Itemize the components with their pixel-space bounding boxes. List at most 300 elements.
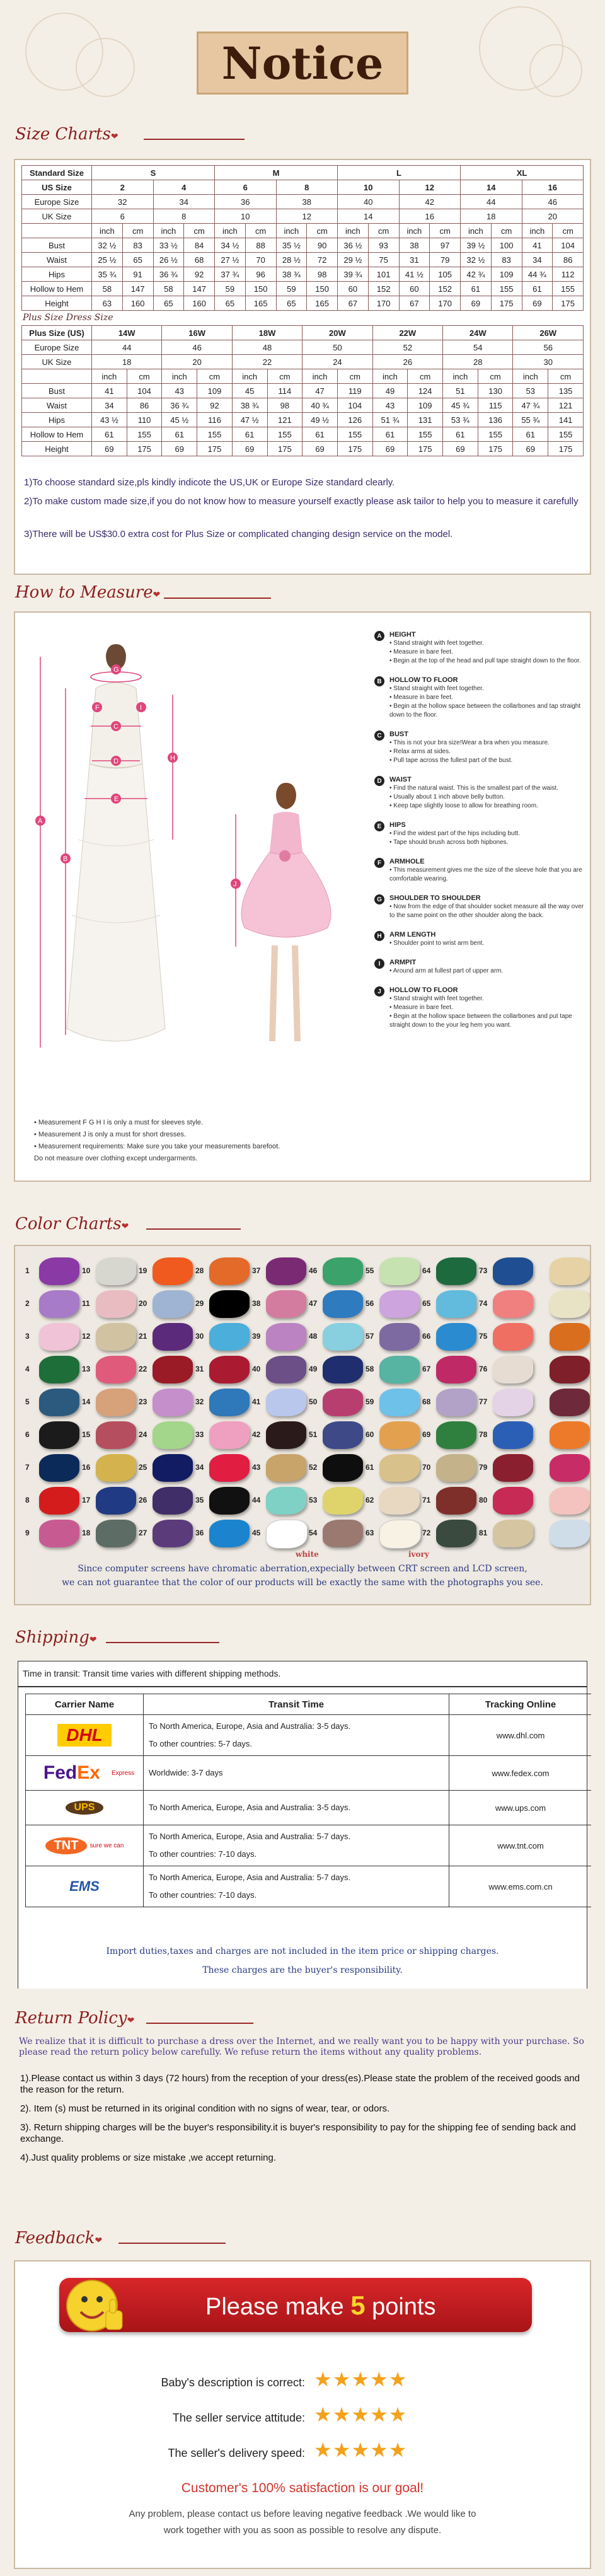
table-cell: 33 ½ [153, 238, 184, 253]
table-cell: 43 ½ [92, 413, 127, 427]
color-number: 18 [82, 1528, 91, 1537]
color-number: 68 [422, 1397, 431, 1406]
color-number: 63 [366, 1528, 374, 1537]
color-number: 8 [25, 1496, 30, 1505]
measure-item [374, 630, 589, 666]
shipping-row [26, 1715, 592, 1756]
table-cell: 115 [478, 398, 513, 413]
color-number: 11 [82, 1299, 90, 1308]
color-number: 60 [366, 1430, 374, 1439]
table-cell: 170 [368, 296, 399, 311]
color-number: 50 [309, 1397, 318, 1406]
measure-heading: BUST [389, 731, 408, 738]
color-number: 56 [366, 1299, 374, 1308]
table-cell: 51 [443, 384, 478, 398]
table-cell: 175 [548, 442, 584, 456]
measure-item [374, 730, 589, 765]
rating-stars-icon: ★★★★★ [314, 2403, 408, 2426]
tracking-link[interactable]: www.ems.com.cn [488, 1881, 553, 1892]
table-cell: 83 [491, 253, 522, 267]
table-cell: 135 [548, 384, 584, 398]
transit-time-cell [144, 1715, 449, 1756]
unit-cm: cm [368, 224, 399, 238]
measure-line: • Measure in bare feet. [389, 649, 453, 656]
measure-line: • Stand straight with feet together. [389, 640, 484, 647]
measure-letter-badge: A [374, 631, 384, 641]
color-number: 59 [366, 1397, 374, 1406]
table-cell: 42 [399, 195, 461, 209]
svg-text:A: A [38, 817, 43, 825]
color-swatch [266, 1389, 306, 1416]
tracking-link[interactable]: www.ups.com [495, 1803, 546, 1813]
table-cell: 14 [461, 180, 522, 195]
transit-time-line: To North America, Europe, Asia and Australia: 5-7 days. [149, 1873, 351, 1882]
color-number: 27 [139, 1528, 147, 1537]
color-swatch [96, 1356, 136, 1383]
color-swatch [209, 1257, 250, 1285]
color-number: 74 [479, 1299, 488, 1308]
table-cell: 31 [399, 253, 430, 267]
measure-letter-badge: E [374, 821, 384, 831]
size-group-header: XL [461, 166, 584, 180]
color-number: 30 [195, 1332, 204, 1341]
color-number: 16 [82, 1463, 91, 1472]
how-to-measure-section [0, 574, 605, 1204]
measure-text [389, 958, 503, 976]
svg-text:G: G [113, 666, 119, 674]
unit-inch: inch [302, 369, 338, 384]
heart-icon: ❤ [110, 132, 118, 142]
measure-line: • Tape should brush across both hipbones. [389, 839, 509, 846]
color-swatch [153, 1454, 193, 1482]
table-cell: 98 [307, 267, 338, 282]
table-cell: 97 [430, 238, 461, 253]
table-cell: 69 [232, 442, 267, 456]
table-cell: 109 [197, 384, 233, 398]
color-swatch [39, 1520, 79, 1547]
table-row [22, 413, 584, 427]
table-cell: 16 [399, 209, 461, 224]
unit-cm: cm [478, 369, 513, 384]
color-swatches [23, 1254, 582, 1559]
table-cell: 65 [153, 296, 184, 311]
color-swatch [493, 1356, 533, 1383]
color-swatch [379, 1421, 420, 1449]
transit-time-text: Time in transit: Transit time varies with different shipping methods. [23, 1668, 281, 1678]
measure-text [389, 894, 589, 920]
measure-note-1: • Measurement F G H I is only a must for sleeves style. [34, 1119, 203, 1126]
table-cell: 48 [232, 340, 302, 355]
table-cell: 37 ¾ [215, 267, 246, 282]
color-number: 29 [195, 1299, 204, 1308]
measure-item [374, 775, 589, 811]
table-cell: 147 [184, 282, 215, 296]
table-cell: 105 [430, 267, 461, 282]
carrier-logo-cell [26, 1715, 144, 1756]
color-swatch [550, 1290, 590, 1318]
row-label: Height [22, 442, 92, 456]
table-cell: 175 [553, 296, 584, 311]
color-swatch [493, 1290, 533, 1318]
color-number: 58 [366, 1365, 374, 1373]
color-swatch [96, 1323, 136, 1351]
table-cell: 47 [302, 384, 338, 398]
color-number: 17 [82, 1496, 91, 1505]
color-swatch [493, 1520, 533, 1547]
table-cell: 2 [92, 180, 154, 195]
table-cell: 90 [307, 238, 338, 253]
shipping-note-2: These charges are the buyer's responsibility. [202, 1965, 403, 1975]
color-number: 37 [252, 1266, 261, 1275]
table-cell: 46 [162, 340, 232, 355]
tnt-logo [31, 1831, 138, 1860]
color-swatch [266, 1257, 306, 1285]
measure-letter-badge: B [374, 676, 384, 686]
table-cell: 12 [276, 209, 338, 224]
table-cell: 52 [372, 340, 442, 355]
color-swatch [96, 1389, 136, 1416]
table-cell: 36 [215, 195, 277, 209]
size-group-header: 20W [302, 326, 372, 340]
row-label: Waist [22, 253, 92, 267]
satisfaction-goal: Customer's 100% satisfaction is our goal! [181, 2481, 424, 2495]
size-group-header: 24W [443, 326, 513, 340]
color-swatch [96, 1421, 136, 1449]
unit-cm: cm [548, 369, 584, 384]
unit-inch: inch [372, 369, 408, 384]
color-number: 6 [25, 1430, 30, 1439]
color-swatch [550, 1257, 590, 1285]
banner-text: Please make 5 points [205, 2290, 436, 2320]
svg-text:I: I [140, 704, 142, 712]
measure-text [389, 676, 589, 720]
return-item-3: 3). Return shipping charges will be the buyer's responsibility.it is buyer's responsibility to pay for the shipping fee of sending back and exchange. [20, 2122, 576, 2144]
color-number: 13 [82, 1365, 91, 1373]
color-number: 5 [25, 1397, 30, 1406]
unit-row [22, 369, 584, 384]
table-cell: 59 [276, 282, 307, 296]
color-number: 62 [366, 1496, 374, 1505]
shipping-table [25, 1694, 591, 1907]
color-swatch [323, 1454, 363, 1482]
ups-logo-mark: UPS [66, 1801, 104, 1815]
row-label: Europe Size [22, 195, 92, 209]
heart-icon: ❤ [121, 1222, 129, 1232]
size-note-2: 2)To make custom made size,if you do not know how to measure yourself exactly please ask tailor to help you to measure it carefully [24, 496, 579, 507]
color-number: 38 [252, 1299, 261, 1308]
size-chart-panel [14, 159, 591, 575]
color-swatch [96, 1520, 136, 1547]
color-swatch [39, 1389, 79, 1416]
row-label: Bust [22, 238, 92, 253]
color-swatch [323, 1487, 363, 1515]
color-swatch [323, 1290, 363, 1318]
color-number: 61 [366, 1463, 374, 1472]
return-item-2: 2). Item (s) must be returned in its original condition with no signs of wear, tear, or odors. [20, 2103, 390, 2114]
size-group-header: 14W [92, 326, 162, 340]
color-swatch [436, 1356, 476, 1383]
tracking-link-cell [449, 1715, 592, 1756]
measure-note-3: • Measurement requirements: Make sure you take your measurements barefoot. [34, 1143, 280, 1150]
color-swatch [266, 1520, 308, 1549]
table-header-row [22, 166, 584, 180]
table-row [22, 398, 584, 413]
rating-label: Baby's description is correct: [161, 2376, 305, 2389]
table-cell: 12 [399, 180, 461, 195]
color-swatch [323, 1389, 363, 1416]
table-cell: 69 [461, 296, 492, 311]
measure-line: • Find the widest part of the hips including butt. [389, 830, 520, 837]
color-swatch [153, 1421, 193, 1449]
unit-cm: cm [122, 224, 153, 238]
table-cell: 24 [302, 355, 372, 369]
unit-cm: cm [197, 369, 233, 384]
table-cell: 34 [153, 195, 215, 209]
color-swatch [493, 1389, 533, 1416]
color-swatch [379, 1323, 420, 1351]
measure-item [374, 821, 589, 847]
table-cell: 130 [478, 384, 513, 398]
measure-letter-badge: H [374, 931, 384, 941]
row-label: US Size [22, 180, 92, 195]
color-swatch [96, 1257, 136, 1285]
unit-inch: inch [215, 224, 246, 238]
table-cell: 20 [162, 355, 232, 369]
table-cell: 61 [372, 427, 408, 442]
color-note-2: we can not guarantee that the color of our products will be exactly the same with the photographs you see. [62, 1578, 543, 1588]
color-number: 65 [422, 1299, 431, 1308]
table-cell: 39 ½ [461, 238, 492, 253]
table-cell: 28 ½ [276, 253, 307, 267]
color-swatch [39, 1421, 79, 1449]
table-cell: 38 ¾ [232, 398, 267, 413]
tracking-link-cell [449, 1791, 592, 1825]
transit-time-cell [144, 1756, 449, 1791]
color-swatch [550, 1520, 590, 1547]
table-cell: 63 [92, 296, 123, 311]
measure-letter-badge: D [374, 776, 384, 786]
table-cell: 6 [92, 209, 154, 224]
size-group-header: 16W [162, 326, 232, 340]
color-number: 4 [25, 1365, 30, 1373]
color-swatch [323, 1356, 363, 1383]
table-cell: 101 [368, 267, 399, 282]
row-label: Hips [22, 413, 92, 427]
measure-text [389, 857, 589, 884]
color-swatch [209, 1356, 250, 1383]
table-cell: 61 [522, 282, 553, 296]
table-cell: 175 [337, 442, 372, 456]
table-cell: 86 [553, 253, 584, 267]
table-cell: 69 [302, 442, 338, 456]
shipping-column-header: Carrier Name [26, 1694, 144, 1715]
measure-line: • Measure in bare feet. [389, 1004, 453, 1011]
measure-line: • This measurement gives me the size of the sleeve hole that you are comfortable wearing. [389, 867, 582, 882]
table-row [22, 195, 584, 209]
color-number: 35 [195, 1496, 204, 1505]
table-cell: 35 ½ [276, 238, 307, 253]
return-policy-title: Return Policy❤ [15, 2009, 135, 2028]
table-cell: 58 [92, 282, 123, 296]
measure-line: • Around arm at fullest part of upper arm. [389, 967, 504, 974]
table-cell: 38 ¾ [276, 267, 307, 282]
tracking-link-cell [449, 1866, 592, 1907]
color-number: 12 [82, 1332, 91, 1341]
color-charts-section [0, 1207, 605, 1610]
dhl-logo-mark: DHL [57, 1724, 112, 1747]
ems-logo-mark: EMS [60, 1877, 108, 1896]
table-cell: 10 [338, 180, 400, 195]
measure-item [374, 857, 589, 884]
color-number: 14 [82, 1397, 91, 1406]
svg-text:E: E [114, 795, 119, 803]
heart-icon: ❤ [95, 2236, 103, 2246]
color-number: 67 [422, 1365, 431, 1373]
table-cell: 8 [276, 180, 338, 195]
color-number: 45 [252, 1528, 261, 1537]
measure-item [374, 930, 589, 948]
size-charts-section [0, 113, 605, 580]
color-swatch [493, 1323, 533, 1351]
feedback-footer-1: Any problem, please contact us before leaving negative feedback .We would like to [129, 2509, 476, 2519]
tracking-link[interactable]: www.fedex.com [492, 1768, 550, 1778]
table-cell: 155 [548, 427, 584, 442]
carrier-logo-cell [26, 1825, 144, 1866]
dhl-logo [31, 1721, 138, 1750]
unit-cm: cm [184, 224, 215, 238]
color-number: 76 [479, 1365, 488, 1373]
color-swatch [436, 1487, 476, 1515]
table-cell: 6 [215, 180, 277, 195]
tracking-link-cell [449, 1756, 592, 1791]
unit-cm: cm [430, 224, 461, 238]
table-cell: 155 [478, 427, 513, 442]
table-cell: 175 [478, 442, 513, 456]
color-number: 41 [252, 1397, 261, 1406]
table-cell: 69 [372, 442, 408, 456]
table-cell: 152 [368, 282, 399, 296]
color-swatch [550, 1487, 590, 1515]
color-swatch [493, 1421, 533, 1449]
rating-banner [59, 2278, 532, 2332]
color-swatch [379, 1356, 420, 1383]
size-group-header: L [338, 166, 461, 180]
return-intro: We realize that it is difficult to purchase a dress over the Internet, and we really want you to be happy with your purchase. So please read the return policy below carefully. We refuse return the items without any quality problems. [19, 2036, 584, 2057]
transit-time-cell [144, 1825, 449, 1866]
table-cell: 10 [215, 209, 277, 224]
table-cell: 160 [122, 296, 153, 311]
feedback-panel [14, 2260, 591, 2569]
measure-text [389, 930, 484, 948]
color-number: 54 [309, 1528, 318, 1537]
table-cell: 65 [215, 296, 246, 311]
color-number: 2 [25, 1299, 30, 1308]
color-number: 34 [195, 1463, 204, 1472]
color-swatch [266, 1454, 306, 1482]
table-cell: 61 [302, 427, 338, 442]
measure-item [374, 958, 589, 976]
table-cell: 35 ¾ [92, 267, 123, 282]
unit-cm: cm [408, 369, 443, 384]
color-number: 22 [139, 1365, 147, 1373]
table-cell: 61 [513, 427, 548, 442]
color-swatch [323, 1520, 363, 1547]
fedex-logo [31, 1759, 138, 1788]
table-cell: 30 [513, 355, 584, 369]
table-cell: 40 [338, 195, 400, 209]
tracking-link[interactable]: www.tnt.com [497, 1840, 544, 1851]
table-cell: 131 [408, 413, 443, 427]
table-cell: 51 ¾ [372, 413, 408, 427]
color-number: 26 [139, 1496, 147, 1505]
color-number: 81 [479, 1528, 488, 1537]
transit-time-line: Worldwide: 3-7 days [149, 1768, 223, 1777]
table-cell: 155 [267, 427, 302, 442]
table-header-row [22, 326, 584, 340]
color-swatch [379, 1520, 421, 1549]
size-charts-title: Size Charts❤ [15, 125, 118, 144]
table-cell: 98 [267, 398, 302, 413]
unit-cm: cm [491, 224, 522, 238]
transit-time-line: To North America, Europe, Asia and Australia: 5-7 days. [149, 1832, 351, 1841]
measure-text [389, 730, 550, 765]
table-cell: 22 [232, 355, 302, 369]
color-number: 39 [252, 1332, 261, 1341]
color-number: 20 [139, 1299, 147, 1308]
table-cell: 170 [430, 296, 461, 311]
table-row [22, 209, 584, 224]
unit-label-blank [22, 369, 92, 384]
color-swatch [39, 1356, 79, 1383]
rating-stars-icon: ★★★★★ [314, 2368, 408, 2391]
table-cell: 32 ½ [92, 238, 123, 253]
table-cell: 86 [127, 398, 162, 413]
color-swatch [153, 1487, 193, 1515]
table-cell: 34 ½ [215, 238, 246, 253]
table-cell: 70 [245, 253, 276, 267]
table-cell: 92 [197, 398, 233, 413]
measure-heading: SHOULDER TO SHOULDER [389, 894, 481, 902]
unit-cm: cm [127, 369, 162, 384]
transit-time-line: To other countries: 5-7 days. [149, 1739, 253, 1748]
color-number: 64 [422, 1266, 431, 1275]
table-cell: 124 [408, 384, 443, 398]
color-number: 31 [195, 1365, 204, 1373]
color-swatch [379, 1454, 420, 1482]
measure-letter-badge: J [374, 986, 384, 996]
table-cell: 41 [92, 384, 127, 398]
transit-time-line: To other countries: 7-10 days. [149, 1849, 257, 1859]
color-number: 71 [422, 1496, 431, 1505]
tracking-link[interactable]: www.dhl.com [496, 1730, 545, 1740]
row-label: UK Size [22, 209, 92, 224]
table-cell: 61 [92, 427, 127, 442]
table-cell: 14 [338, 209, 400, 224]
wedding-dress-figure [21, 632, 210, 1073]
measure-line: • This is not your bra size!Wear a bra when you measure. [389, 739, 550, 746]
table-cell: 160 [184, 296, 215, 311]
table-cell: 58 [153, 282, 184, 296]
table-cell: 61 [162, 427, 197, 442]
notice-title: Notice [197, 32, 408, 95]
measure-heading: ARM LENGTH [389, 931, 436, 939]
table-cell: 27 ½ [215, 253, 246, 267]
table-cell: 93 [368, 238, 399, 253]
table-cell: 67 [399, 296, 430, 311]
table-cell: 155 [491, 282, 522, 296]
table-cell: 29 ½ [338, 253, 369, 267]
rating-stars-icon: ★★★★★ [314, 2439, 408, 2461]
